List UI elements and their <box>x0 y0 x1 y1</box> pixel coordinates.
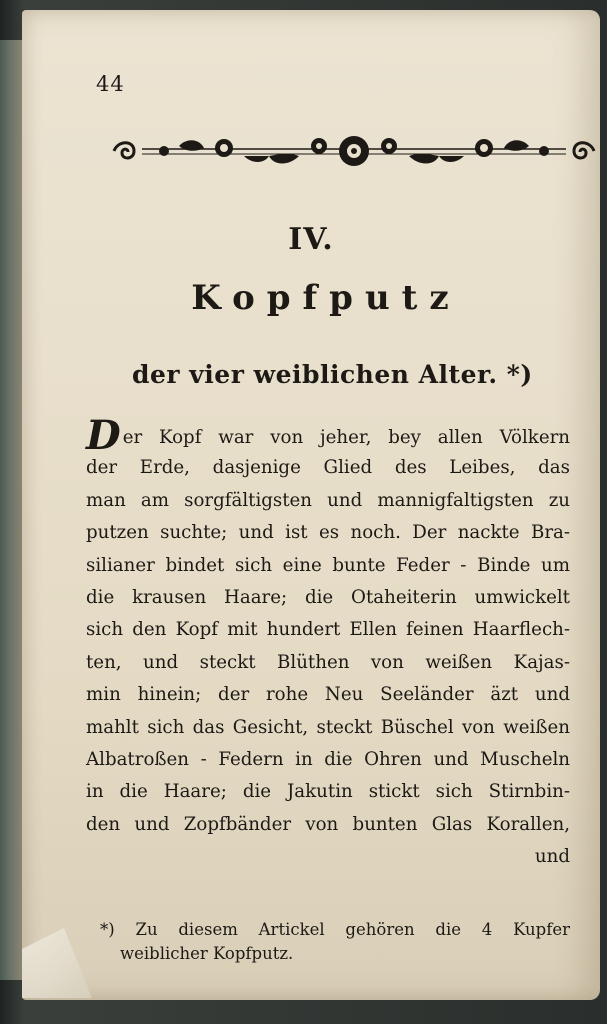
chapter-title: Kopfputz <box>191 278 461 318</box>
body-line-text: er Kopf war von jeher, bey allen Völkern <box>122 427 570 448</box>
section-numeral: IV. <box>288 222 334 257</box>
body-line: ten, und steckt Blüthen von weißen Kajas- <box>86 651 570 673</box>
catchword: und <box>534 846 570 868</box>
chapter-subtitle: der vier weiblichen Alter. *) <box>132 360 533 389</box>
body-line: putzen suchte; und ist es noch. Der nackte Bra- <box>86 522 570 544</box>
body-line: den und Zopfbänder von bunten Glas Korallen, <box>86 813 570 835</box>
body-line: silianer bindet sich eine bunte Feder - Binde um <box>86 554 570 576</box>
body-line <box>86 412 570 459</box>
body-line: die krausen Haare; die Otaheiterin umwickelt <box>86 586 570 608</box>
body-line: sich den Kopf mit hundert Ellen feinen Haarflech- <box>86 619 570 641</box>
body-line: Albatroßen - Federn in die Ohren und Muscheln <box>86 748 570 770</box>
drop-cap: D <box>86 412 121 459</box>
footnote-line: weiblicher Kopfputz. <box>120 944 294 963</box>
floral-ornament-icon <box>104 126 604 176</box>
footnote-line: *) Zu diesem Artickel gehören die 4 Kupfer <box>100 920 570 939</box>
page-number: 44 <box>96 72 125 96</box>
book-cover-edge <box>0 40 22 980</box>
body-line: min hinein; der rohe Neu Seeländer äzt und <box>86 684 570 706</box>
body-line: der Erde, dasjenige Glied des Leibes, das <box>86 457 570 479</box>
body-line: mahlt sich das Gesicht, steckt Büschel von weißen <box>86 716 570 738</box>
book-page <box>22 10 600 1000</box>
footnote <box>100 918 570 966</box>
body-text <box>86 412 570 873</box>
body-line: man am sorgfältigsten und mannigfaltigsten zu <box>86 489 570 511</box>
body-line: in die Haare; die Jakutin stickt sich Stirnbin- <box>86 781 570 803</box>
